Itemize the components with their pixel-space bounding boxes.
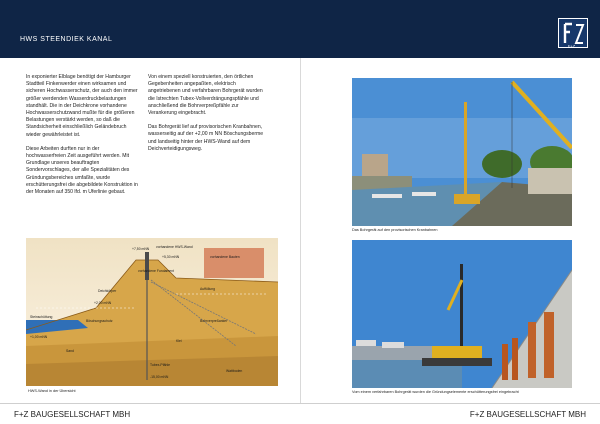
paragraph: Das Bohrgerät lief auf provisorischen Kranbahnen, wasserseitig auf der +2,00 m NN Böschungsberme und landseitig hinter der HWS-Wand auf dem Deichverteidigungsweg.: [148, 124, 264, 152]
footer-right: F+Z BAUGESELLSCHAFT MBH: [469, 410, 586, 419]
paragraph: Diese Arbeiten durften nur in der hochwasserfreien Zeit ausgeführt werden. Mit Grundlage unseres beauftragten Sondervorschlages, der alle Spezialitäten des Gründungsbereiches umfaßte, wurde erschütterungsfrei die abgebildete Konstruktion in der Monaten auf 350 lfd. m Uferlinie gebaut.: [26, 145, 138, 196]
header-bar: [0, 0, 600, 58]
label-clay: Klei: [176, 339, 182, 343]
label-sand: Sand: [66, 349, 74, 353]
page-fold: [300, 58, 301, 403]
company-logo: [558, 18, 588, 48]
label-stones: Steinschüttung: [30, 315, 53, 319]
building-shape: [204, 248, 264, 278]
cross-section-diagram: [26, 238, 278, 386]
text-column-1: [26, 74, 138, 203]
section-title: HWS STEENDIEK KANAL: [20, 36, 113, 43]
label-buildings: vorhandene Bauten: [210, 255, 240, 259]
label-level2: +2,00 mNN: [94, 301, 112, 305]
footer: [0, 403, 600, 424]
photo-rig-canal: [352, 78, 572, 226]
photo-caption-2: Vom einem verfahrbaren Bohrgerät wurden die Gründungselemente erschütterungsfrei eingebracht: [352, 390, 519, 394]
label-crest: +7,50 mNN: [132, 247, 150, 251]
label-slope: Böschungsschutz: [86, 319, 113, 323]
label-mud: Wattboden: [226, 369, 243, 373]
hws-wall: [145, 252, 149, 280]
footer-left: F+Z BAUGESELLSCHAFT MBH: [14, 410, 131, 419]
label-dike: Deichkörper: [98, 289, 117, 293]
svg-text:F+Z: F+Z: [568, 43, 576, 49]
label-anchor: Bohrverpreßanker: [200, 319, 228, 323]
photo-rig-wall: [352, 240, 572, 388]
paragraph: Von einem speziell konstruierten, den örtlichen Gegebenheiten angepaßten, elektrisch angetriebenen und verfahrbaren Bohrgerät wurden die Istrechten Tubex-Vollverdrängungspfähle und anschließend die Bohrverpreßpfähle zur Verankerung eingebracht.: [148, 74, 263, 117]
label-fill: Auffüllung: [200, 287, 216, 291]
label-depth: -15,00 mNN: [150, 375, 169, 379]
label-wall: vorhandene HWS-Wand: [156, 245, 193, 249]
label-level1: +1,00 mNN: [30, 335, 48, 339]
label-elev: +5,30 mNN: [162, 255, 180, 259]
label-piles: Tubex-Pfähle: [150, 363, 171, 367]
paragraph: In exponierter Elblage benötigt der Hamburger Stadtteil Finkenwerder einen wirksamen und sicheren Hochwasserschutz, der auch den immer größer werdenden Wasserdruckbelastungen standhält. Die in der Deichkrone vorhandene Hochwasserschutzwand mußte für die größeren Belastungen verstärkt werden, so daß die Standsicherheit einschließlich Geländebruch wieder gewährleistet ist.: [26, 74, 138, 138]
label-foundation: vorhandene Fundament: [138, 269, 175, 273]
photo-caption-1: Das Bohrgerät auf den provisorischen Kranbahnen: [352, 228, 438, 232]
diagram-caption: HWS-Wand in der Übersicht: [28, 389, 76, 393]
text-column-2: [148, 74, 268, 160]
